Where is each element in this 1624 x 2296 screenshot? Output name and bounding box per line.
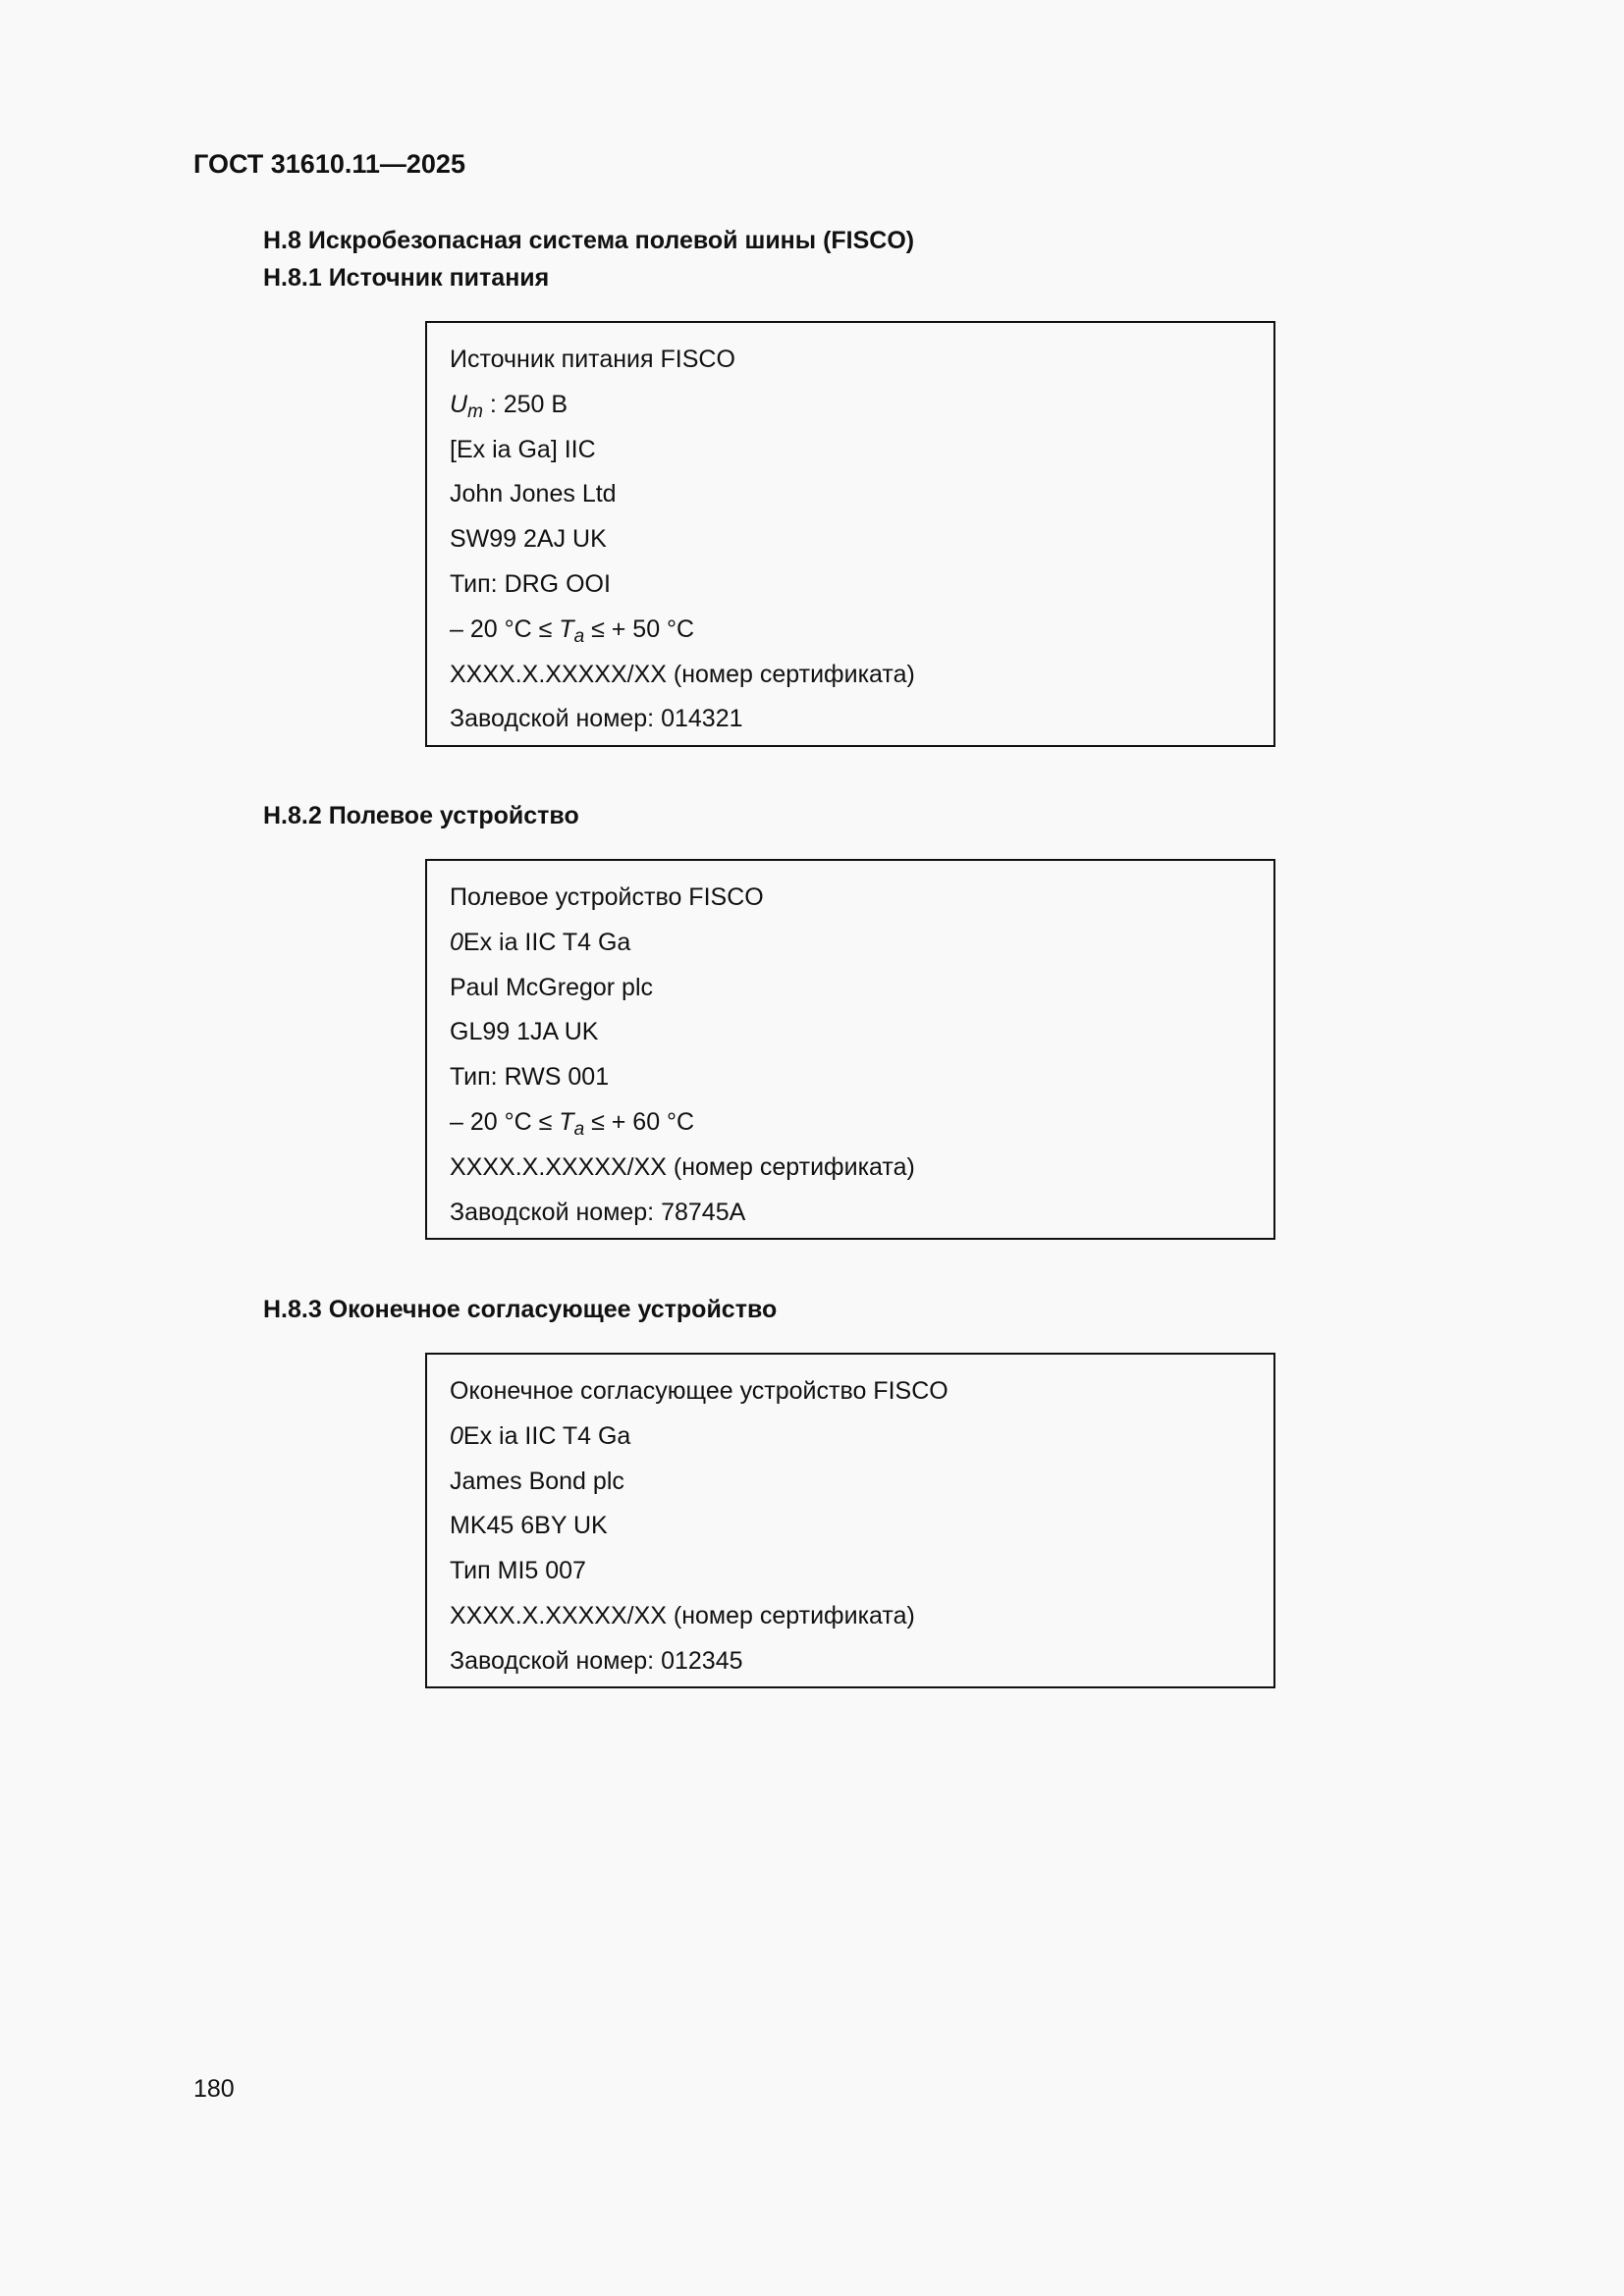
document-header: ГОСТ 31610.11—2025	[193, 149, 465, 179]
label-serial: Заводской номер: 012345	[450, 1646, 743, 1675]
label-title: Источник питания FISCO	[450, 346, 735, 373]
temp-prefix: – 20 °С ≤	[450, 614, 560, 643]
temp-symbol: T	[559, 614, 574, 643]
temp-symbol: T	[559, 1107, 574, 1136]
um-value: : 250 В	[482, 390, 568, 418]
power-supply-label-box	[425, 321, 1275, 747]
marking-prefix: 0	[450, 928, 463, 956]
label-manufacturer: John Jones Ltd	[450, 480, 617, 508]
section-heading-h81: Н.8.1 Источник питания	[263, 264, 550, 292]
section-heading-h82: Н.8.2 Полевое устройство	[263, 802, 579, 829]
marking-prefix: 0	[450, 1421, 463, 1450]
label-address: MK45 6BY UK	[450, 1512, 608, 1540]
label-certificate: XXXX.X.XXXXX/XX (номер сертификата)	[450, 660, 915, 688]
label-address: SW99 2AJ UK	[450, 525, 607, 554]
label-serial: Заводской номер: 014321	[450, 705, 743, 733]
label-type: Тип MI5 007	[450, 1557, 586, 1585]
label-type: Тип: RWS 001	[450, 1063, 610, 1092]
label-marking	[450, 1415, 1273, 1460]
temp-subscript: a	[573, 625, 585, 647]
field-device-label-box	[425, 859, 1275, 1240]
label-certificate: XXXX.X.XXXXX/XX (номер сертификата)	[450, 1152, 915, 1181]
label-serial: Заводской номер: 78745A	[450, 1198, 746, 1226]
um-subscript: m	[467, 400, 483, 422]
um-symbol: U	[450, 390, 468, 418]
temp-subscript: a	[573, 1118, 585, 1140]
marking-text: Ex ia IIC T4 Ga	[462, 1421, 631, 1450]
section-heading-h83: Н.8.3 Оконечное согласующее устройство	[263, 1296, 778, 1323]
temp-suffix: ≤ + 60 °С	[584, 1107, 695, 1136]
section-heading-h8: Н.8 Искробезопасная система полевой шины (FISCO)	[263, 227, 915, 254]
label-marking	[450, 921, 1273, 966]
label-address: GL99 1JA UK	[450, 1018, 599, 1046]
label-manufacturer: Paul McGregor plc	[450, 973, 654, 1001]
label-title: Оконечное согласующее устройство FISCO	[450, 1377, 948, 1405]
label-manufacturer: James Bond plc	[450, 1467, 624, 1495]
page-number: 180	[193, 2075, 235, 2103]
label-protection: [Ex ia Ga] IIC	[450, 435, 596, 463]
marking-text: Ex ia IIC T4 Ga	[462, 928, 631, 956]
label-title: Полевое устройство FISCO	[450, 883, 764, 911]
label-temperature	[450, 608, 1273, 653]
temp-prefix: – 20 °С ≤	[450, 1107, 560, 1136]
label-temperature	[450, 1100, 1273, 1146]
temp-suffix: ≤ + 50 °С	[584, 614, 695, 643]
label-certificate: XXXX.X.XXXXX/XX (номер сертификата)	[450, 1601, 915, 1629]
terminator-label-box	[425, 1353, 1275, 1688]
label-type: Тип: DRG OOI	[450, 569, 611, 598]
label-um-line	[450, 383, 1273, 428]
